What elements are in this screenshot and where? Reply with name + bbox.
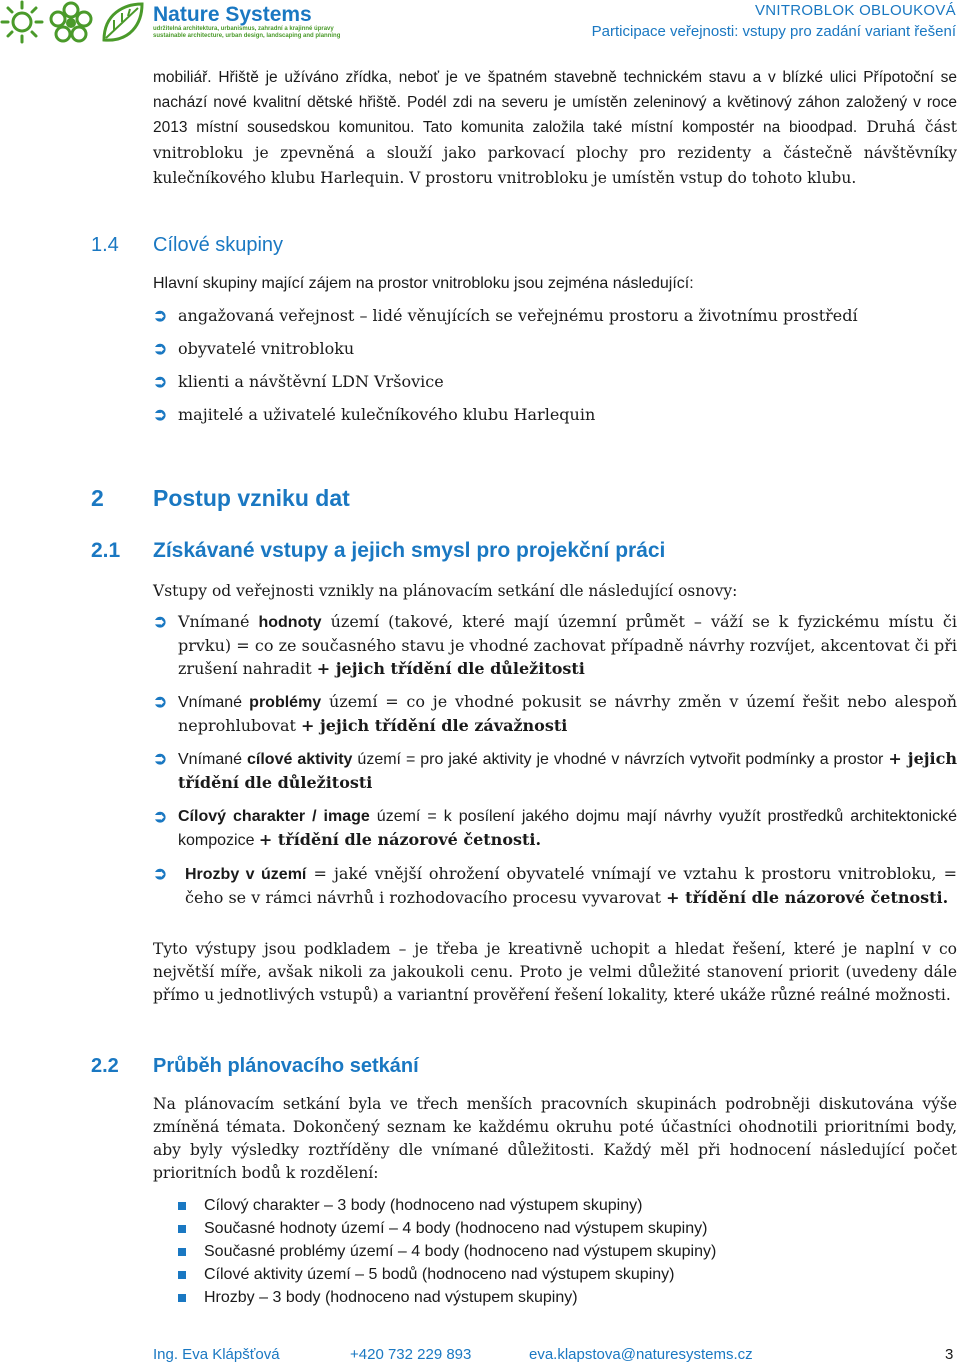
list-item: Hrozby – 3 body (hodnoceno nad výstupem skupiny) — [178, 1286, 938, 1309]
closing-paragraph: Tyto výstupy jsou podkladem – je třeba je kreativně uchopit a hledat řešení, které je naplní v co největší míře, avšak nikoli za jakoukoli cenu. Proto je velmi důležité stanovení priorit (uvedeny dále přímo u jednotlivých vstupů) a variantní prověření řešení lokality, které ukáže různé reálné možnosti. — [153, 940, 957, 1004]
list-item: Současné hodnoty území – 4 body (hodnoceno nad výstupem skupiny) — [178, 1217, 938, 1240]
section-title: Cílové skupiny — [153, 234, 284, 256]
sun-icon — [0, 0, 44, 44]
section-title: Průběh plánovacího setkání — [153, 1055, 419, 1077]
list-item: Cílové aktivity území – 5 bodů (hodnoceno nad výstupem skupiny) — [178, 1263, 938, 1286]
intro-paragraph — [153, 66, 957, 192]
intro-text-part2: Druhá část vnitrobloku je zpevněná a slouží jako parkovací plochy pro rezidenty a částečně návštěvníky kulečníkového klubu Harlequin. V prostoru vnitrobloku je umístěn vstup do tohoto klubu. — [153, 118, 957, 188]
arrow-icon: ➲ — [153, 692, 168, 711]
list-item: ➲ obyvatelé vnitrobloku — [153, 339, 355, 358]
inputs-outline-list — [153, 610, 957, 909]
document-header — [592, 2, 956, 40]
footer-phone: +420 732 229 893 — [350, 1346, 472, 1363]
page-footer — [153, 1346, 960, 1368]
page-header — [0, 0, 960, 52]
list-item: Současné problémy území – 4 body (hodnoceno nad výstupem skupiny) — [178, 1240, 938, 1263]
section-number: 1.4 — [91, 234, 119, 256]
list-item: ➲ angažovaná veřejnost – lidé věnujících se veřejnému prostoru a životnímu prostředí — [153, 306, 858, 325]
section-lead: Na plánovacím setkání byla ve třech menších pracovních skupinách podrobněji diskutována výše zmíněná témata. Dokončený seznam ke každému okruhu poté účastníci ohodnotili prioritními body, aby byly výsledky roztříděny dle vnímané důležitosti. Každý měl při hodnocení následující počet prioritních bodů k rozdělení: — [153, 1095, 957, 1182]
arrow-icon: ➲ — [153, 864, 168, 883]
section-title: Postup vzniku dat — [153, 485, 350, 511]
arrow-icon: ➲ — [153, 339, 168, 358]
leaf-icon — [98, 0, 148, 46]
brand — [153, 4, 340, 40]
section-title: Získávané vstupy a jejich smysl pro projekční práci — [153, 539, 666, 562]
list-item: ➲ klienti a návštěvní LDN Vršovice — [153, 372, 444, 391]
section-heading-2-2 — [91, 1055, 419, 1078]
brand-name: Nature Systems — [153, 3, 312, 26]
list-item: ➲ Vnímané problémy území = co je vhodné pokusit se návrhy změn v území řešit nebo alespoň neprohlubovat + jejich třídění dle závažnosti — [153, 692, 958, 735]
brand-tagline: sustainable architecture, urban design, landscaping and planning — [153, 33, 341, 39]
target-groups-list — [153, 304, 957, 426]
section-number: 2 — [91, 485, 104, 511]
section-heading-1-4 — [91, 234, 284, 257]
arrow-icon: ➲ — [153, 749, 168, 768]
list-item: ➲ Vnímané hodnoty území (takové, které mají územní průmět – váží se k fyzickému místu či prvku) = co ze současného stavu je vhodné zachovat případně návrhy rozvíjet, akcentovat či při zrušení nahradit + jejich třídění dle důležitosti — [153, 612, 957, 678]
list-item: Cílový charakter – 3 body (hodnoceno nad výstupem skupiny) — [178, 1194, 938, 1217]
list-item: ➲ Vnímané cílové aktivity území = pro jaké aktivity je vhodné v návrzích vytvořit podmínky a prostor + jejich třídění dle důležitosti — [153, 749, 958, 792]
document-title: VNITROBLOK OBLOUKOVÁ — [754, 2, 956, 19]
document-subtitle: Participace veřejnosti: vstupy pro zadání variant řešení — [591, 23, 956, 40]
list-item: ➲ Hrozby v území = jaké vnější ohrožení obyvatelé vnímají ve vztahu k prostoru vnitrobloku, = čeho se v rámci návrhů i rozhodovacího procesu vyvarovat + třídění dle názorové četnosti. — [153, 864, 958, 907]
section-number: 2.1 — [91, 539, 121, 562]
arrow-icon: ➲ — [153, 306, 168, 325]
section-lead: Hlavní skupiny mající zájem na prostor vnitrobloku jsou zejména následující: — [153, 275, 694, 292]
list-item: ➲ majitelé a uživatelé kulečníkového klubu Harlequin — [153, 405, 596, 424]
square-bullet-icon — [178, 1225, 186, 1233]
arrow-icon: ➲ — [153, 807, 168, 826]
intro-text-part1: mobiliář. Hřiště je užíváno zřídka, neboť je ve špatném stavebně technickém stavu a v blízké ulici Přípotoční se nachází nové kvalitní dětské hřiště. Podél zdi na severu je umístěn zeleninový a květinový záhon založený v roce 2013 místní sousedskou komunitou. Tato komunita založila také místní kompostér na bioodpad. — [153, 69, 957, 137]
section-heading-2 — [91, 485, 350, 512]
footer-author: Ing. Eva Klápšťová — [153, 1346, 280, 1363]
footer-email[interactable]: eva.klapstova@naturesystems.cz — [529, 1346, 753, 1363]
section-lead: Vstupy od veřejnosti vznikly na plánovacím setkání dle následující osnovy: — [153, 582, 738, 600]
list-item: ➲ Cílový charakter / image území = k posílení jakého dojmu mají návrhy využít prostředků architektonické kompozice + třídění dle názorové četnosti. — [153, 807, 957, 849]
square-bullet-icon — [178, 1202, 186, 1210]
logo — [0, 0, 148, 46]
square-bullet-icon — [178, 1248, 186, 1256]
arrow-icon: ➲ — [153, 372, 168, 391]
flower-icon — [48, 0, 94, 46]
brand-tagline: udržitelná architektura, urbanismus, zahradní a krajinné úpravy — [153, 26, 334, 32]
section-heading-2-1 — [91, 539, 666, 563]
section-number: 2.2 — [91, 1055, 119, 1077]
page-number: 3 — [945, 1346, 954, 1363]
priority-points-list — [178, 1194, 938, 1309]
square-bullet-icon — [178, 1294, 186, 1302]
arrow-icon: ➲ — [153, 612, 168, 631]
square-bullet-icon — [178, 1271, 186, 1279]
arrow-icon: ➲ — [153, 405, 168, 424]
